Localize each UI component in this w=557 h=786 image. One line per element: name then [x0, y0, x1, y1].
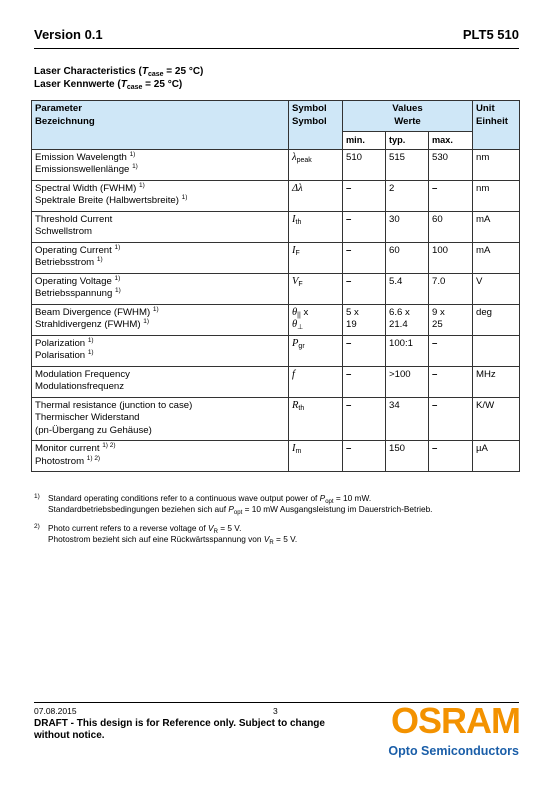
cell-symbol: f: [289, 366, 343, 397]
cell-max: 530: [429, 149, 473, 180]
cell-symbol: $I_{th}$: [289, 211, 343, 242]
cell-symbol: $I_F$: [289, 242, 343, 273]
cell-typ: >100: [386, 366, 429, 397]
cell-parameter: Operating Current $^{1)}$ Betriebsstrom $^{1)}$: [32, 242, 289, 273]
cell-parameter: Polarization $^{1)}$ Polarisation $^{1)}$: [32, 335, 289, 366]
osram-logo: [374, 700, 522, 761]
cell-parameter: Operating Voltage $^{1)}$ Betriebsspannung $^{1)}$: [32, 273, 289, 304]
cell-min: 5 x 19: [343, 304, 386, 335]
cell-typ: 60: [386, 242, 429, 273]
page-header: [34, 27, 519, 43]
page-number: 3: [273, 706, 278, 716]
cell-unit: nm: [473, 180, 520, 211]
cell-min: –: [343, 242, 386, 273]
cell-typ: 6.6 x 21.4: [386, 304, 429, 335]
section-title-en: Laser Characteristics ($T_{case} = 25$ °C): [34, 66, 204, 78]
cell-max: –: [429, 397, 473, 441]
cell-typ: 34: [386, 397, 429, 441]
footnotes: [34, 493, 519, 553]
section-title-de: Laser Kennwerte ($T_{case} = 25$ °C): [34, 79, 183, 91]
draft-notice: DRAFT - This design is for Reference only. Subject to change without notice.: [34, 718, 325, 741]
table-row: [32, 242, 520, 273]
cell-typ: 30: [386, 211, 429, 242]
table-row: [32, 441, 520, 472]
footer-date: 07.08.2015: [34, 706, 77, 716]
cell-typ: 2: [386, 180, 429, 211]
product-code: PLT5 510: [462, 27, 519, 42]
cell-unit: µA: [473, 441, 520, 472]
cell-parameter: Beam Divergence (FWHM) $^{1)}$ Strahldivergenz (FWHM) $^{1)}$: [32, 304, 289, 335]
cell-symbol: $I_m$: [289, 441, 343, 472]
cell-parameter: Spectral Width (FWHM) $^{1)}$ Spektrale Breite (Halbwertsbreite) $^{1)}$: [32, 180, 289, 211]
cell-max: –: [429, 180, 473, 211]
cell-min: 510: [343, 149, 386, 180]
cell-symbol: Δλ: [289, 180, 343, 211]
header-divider: [34, 48, 519, 49]
cell-min: –: [343, 397, 386, 441]
cell-unit: mA: [473, 211, 520, 242]
cell-typ: 150: [386, 441, 429, 472]
table-row: [32, 211, 520, 242]
cell-min: –: [343, 211, 386, 242]
table-row: [32, 304, 520, 335]
cell-min: –: [343, 335, 386, 366]
cell-unit: MHz: [473, 366, 520, 397]
cell-symbol: $\lambda_{peak}$: [289, 149, 343, 180]
osram-tagline: Opto Semiconductors: [388, 744, 519, 758]
cell-max: 9 x 25: [429, 304, 473, 335]
header-parameter: Parameter Bezeichnung: [32, 101, 289, 150]
header-symbol: Symbol Symbol: [289, 101, 343, 150]
cell-max: –: [429, 441, 473, 472]
laser-characteristics-table: [31, 100, 520, 472]
cell-min: –: [343, 441, 386, 472]
cell-unit: [473, 335, 520, 366]
cell-parameter: Modulation Frequency Modulationsfrequenz: [32, 366, 289, 397]
cell-symbol: $R_{th}$: [289, 397, 343, 441]
cell-max: 7.0: [429, 273, 473, 304]
cell-max: 100: [429, 242, 473, 273]
cell-max: –: [429, 366, 473, 397]
section-titles: [34, 65, 203, 91]
cell-unit: deg: [473, 304, 520, 335]
table-row: [32, 180, 520, 211]
cell-typ: 5.4: [386, 273, 429, 304]
cell-symbol: $P_{gr}$: [289, 335, 343, 366]
cell-parameter: Thermal resistance (junction to case) Thermischer Widerstand (pn-Übergang zu Gehäuse): [32, 397, 289, 441]
cell-max: –: [429, 335, 473, 366]
cell-unit: mA: [473, 242, 520, 273]
header-typ: typ.: [386, 132, 429, 150]
cell-parameter: Emission Wavelength $^{1)}$ Emissionswellenlänge $^{1)}$: [32, 149, 289, 180]
cell-symbol: $V_F$: [289, 273, 343, 304]
cell-symbol: $\theta_{||}$ x $\theta_\perp$: [289, 304, 343, 335]
table-row: [32, 273, 520, 304]
document-version: Version 0.1: [34, 27, 103, 42]
header-min: min.: [343, 132, 386, 150]
footnote-2: 2) Photo current refers to a reverse voltage of $V_R = 5$ V. Photostrom bezieht sich auf eine Rückwärtsspannung von $V_R = 5$ V.: [34, 523, 298, 546]
cell-typ: 515: [386, 149, 429, 180]
header-unit: Unit Einheit: [473, 101, 520, 150]
cell-typ: 100:1: [386, 335, 429, 366]
table-row: [32, 335, 520, 366]
cell-max: 60: [429, 211, 473, 242]
osram-wordmark: OSRAM: [391, 700, 520, 741]
cell-min: –: [343, 180, 386, 211]
cell-unit: K/W: [473, 397, 520, 441]
cell-parameter: Monitor current $^{1) 2)}$ Photostrom $^{1) 2)}$: [32, 441, 289, 472]
footnote-1: 1) Standard operating conditions refer to a continuous wave output power of $P_{opt} = 10$ mW. Standardbetriebsbedingungen beziehen sich auf $P_{opt} = 10$ mW Ausgangsleistung im Dauerstrich-Betrieb.: [34, 493, 433, 516]
cell-unit: V: [473, 273, 520, 304]
table-row: [32, 149, 520, 180]
cell-min: –: [343, 366, 386, 397]
table-row: [32, 366, 520, 397]
header-values: Values Werte: [343, 101, 473, 132]
table-row: [32, 397, 520, 441]
cell-parameter: Threshold Current Schwellstrom: [32, 211, 289, 242]
table-body: [32, 149, 520, 472]
cell-min: –: [343, 273, 386, 304]
cell-unit: nm: [473, 149, 520, 180]
header-max: max.: [429, 132, 473, 150]
